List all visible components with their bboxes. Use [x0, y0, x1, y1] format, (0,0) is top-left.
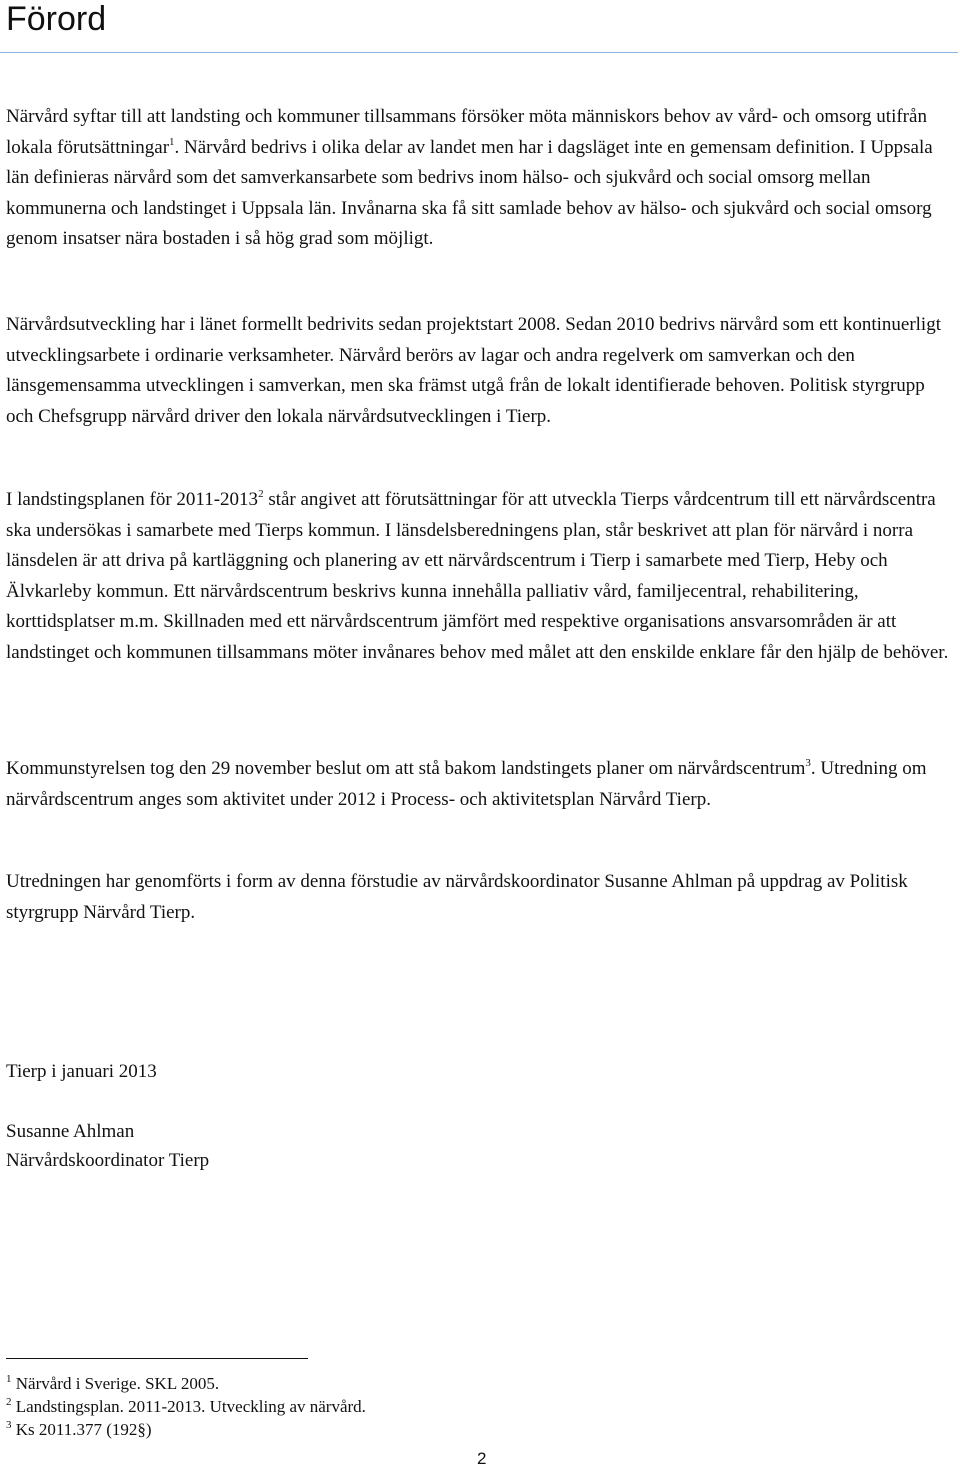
footnote-3 [6, 1419, 152, 1441]
place-date: Tierp i januari 2013 [6, 1061, 157, 1082]
footnote-ref-2[interactable]: 2 [258, 488, 264, 500]
footnote-text: Ks 2011.377 (192§) [15, 1420, 152, 1439]
footnote-ref-1[interactable]: 1 [169, 135, 175, 148]
footnote-ref-3[interactable]: 3 [805, 757, 811, 769]
page-title: Förord [6, 0, 107, 38]
footnote-number: 1 [6, 1373, 12, 1385]
signature-name: Susanne Ahlman [6, 1121, 135, 1142]
paragraph-text: I landstingsplanen för 2011-2013 [6, 489, 259, 510]
footnote-number: 2 [6, 1396, 12, 1408]
footnote-2 [6, 1396, 366, 1418]
paragraph-development: Närvårdsutveckling har i länet formellt bedrivits sedan projektstart 2008. Sedan 2010 bedrivs närvård som ett kontinuerligt utvecklingsarbete i ordinarie verksamheter. Närvård berörs av lagar och andra regelverk om samverkan och den länsgemensamma utvecklingen i samverkan, men ska främst utgå från de lokalt identifierade behoven. Politisk styrgrupp och Chefsgrupp närvård driver den lokala närvårdsutvecklingen i Tierp. [6, 314, 941, 427]
page-number: 2 [477, 1449, 487, 1468]
paragraph-text: . Närvård bedrivs i olika delar av landet men har i dagsläget inte en gemensam definition. I Uppsala län definieras närvård som det samverkansarbete som bedrivs inom hälso- och sjukvård och social omsorg mellan kommunerna och landstinget i Uppsala län. Invånarna ska få sitt samlade behov av hälso- och sjukvård och social omsorg genom insatser nära bostaden i så hög grad som möjligt. [6, 136, 933, 250]
paragraph-intro [6, 102, 954, 255]
paragraph-text: Kommunstyrelsen tog den 29 november beslut om att stå bakom landstingets planer om närvårdscentrum [6, 758, 806, 779]
paragraph-landstingsplan [6, 485, 954, 669]
paragraph-text: . Utredning om närvårdscentrum anges som aktivitet under 2012 i Process- och aktivitetsplan Närvård Tierp. [6, 758, 927, 810]
footnote-number: 3 [6, 1419, 12, 1431]
paragraph-text: står angivet att förutsättningar för att utveckla Tierps vårdcentrum till ett närvårdscentra ska undersökas i samarbete med Tierps kommun. I länsdelsberedningens plan, står beskrivet att plan för närvård i norra länsdelen är att driva på kartläggning och planering av ett närvårdscentrum i Tierp i samarbete med Tierp, Heby och Älvkarleby kommun. Ett närvårdscentrum beskrivs kunna innehålla palliativ vård, familjecentral, rehabilitering, korttidsplatser m.m. Skillnaden med ett närvårdscentrum jämfört med respektive organisations ansvarsområden är att landstinget och kommunen tillsammans möter invånares behov med målet att den enskilde enklare får den hjälp de behöver. [6, 489, 949, 663]
paragraph-text: Närvård syftar till att landsting och kommuner tillsammans försöker möta människors behov av vård- och omsorg utifrån lokala förutsättningar [6, 106, 927, 158]
heading-divider [0, 52, 958, 53]
signature-title: Närvårdskoordinator Tierp [6, 1150, 210, 1171]
footnote-1 [6, 1373, 219, 1395]
paragraph-utredning: Utredningen har genomförts i form av denna förstudie av närvårdskoordinator Susanne Ahlman på uppdrag av Politisk styrgrupp Närvård Tierp. [6, 871, 908, 923]
footnote-text: Närvård i Sverige. SKL 2005. [15, 1374, 220, 1393]
paragraph-kommunstyrelsen [6, 754, 954, 815]
footnote-separator [6, 1358, 308, 1359]
footnote-text: Landstingsplan. 2011-2013. Utveckling av närvård. [15, 1397, 366, 1416]
